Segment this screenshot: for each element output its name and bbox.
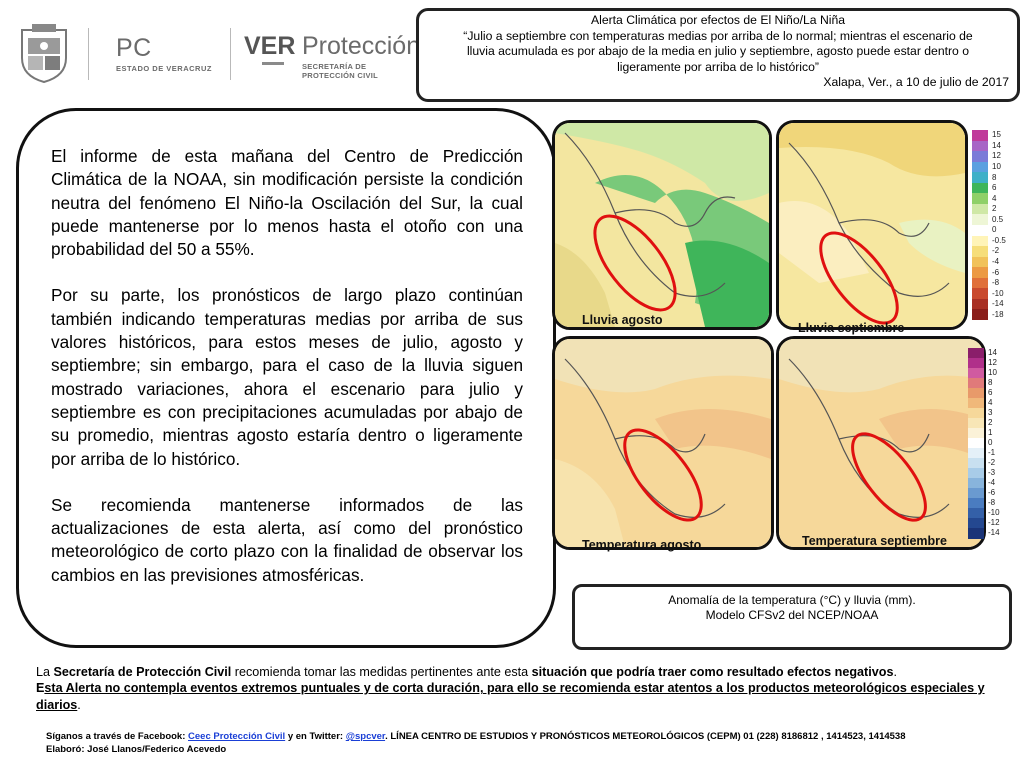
- colorbar-swatch: [968, 438, 984, 449]
- colorbar-tick-label: -4: [992, 256, 1000, 266]
- colorbar-tick-label: -0.5: [992, 235, 1006, 245]
- colorbar-tick-label: 15: [992, 130, 1001, 140]
- colorbar-swatch: [968, 448, 984, 459]
- colorbar-tick-label: 12: [988, 358, 997, 367]
- text-fragment-bold: Secretaría de Protección Civil: [53, 665, 232, 679]
- colorbar-swatch: [968, 418, 984, 429]
- rain-colorbar: [972, 130, 1018, 320]
- colorbar-tick-label: -6: [988, 488, 996, 497]
- colorbar-swatch: [972, 141, 988, 152]
- text-fragment: La: [36, 665, 54, 679]
- colorbar-swatch: [968, 528, 984, 539]
- colorbar-swatch: [972, 172, 988, 183]
- colorbar-swatch: [972, 193, 988, 204]
- logo-divider: [230, 28, 231, 80]
- colorbar-swatch: [972, 278, 988, 289]
- alert-box: [416, 8, 1020, 102]
- text-fragment: recomienda tomar las medidas pertinentes ante esta: [231, 665, 532, 679]
- recommendation-text: [36, 664, 996, 713]
- alert-date: Xalapa, Ver., a 10 de julio de 2017: [823, 75, 1009, 89]
- colorbar-tick-label: 14: [992, 140, 1001, 150]
- colorbar-swatch: [968, 388, 984, 399]
- footer-text: y en Twitter:: [285, 731, 346, 742]
- colorbar-swatch: [972, 214, 988, 225]
- colorbar-tick-label: -12: [988, 518, 1000, 527]
- colorbar-swatch: [972, 225, 988, 236]
- paragraph-forecast: Por su parte, los pronósticos de largo plazo continúan también indicando temperaturas medias por arriba de sus valores históricos, para estos meses de julio, agosto y septiembre; sin embargo, para el caso de la lluvia siguen mostrado variaciones, ahora el escenario para julio y septiembre es con precipitaciones acumuladas por abajo de su promedio, mientras agosto estaría dentro o ligeramente por arriba de lo histórico.: [51, 285, 523, 469]
- label-rain-august: Lluvia agosto: [582, 313, 663, 327]
- colorbar-swatch: [968, 398, 984, 409]
- colorbar-tick-label: 6: [992, 183, 997, 193]
- colorbar-tick-label: -2: [988, 458, 996, 467]
- colorbar-tick-label: -8: [988, 498, 996, 507]
- footer-text: Síganos a través de Facebook:: [46, 731, 189, 742]
- colorbar-tick-label: -10: [988, 508, 1000, 517]
- map-temp-september: [776, 336, 986, 550]
- footer-authors: Elaboró: José Llanos/Federico Acevedo: [46, 744, 227, 755]
- label-temp-august: Temperatura agosto: [582, 538, 702, 552]
- colorbar-swatch: [968, 368, 984, 379]
- paragraph-recommendation: Se recomienda mantenerse informados de las actualizaciones de esta alerta, así como del pronóstico meteorológico de corto plazo con la finalidad de observar los cambios en las previsiones atmosféricas.: [51, 494, 523, 585]
- colorbar-swatch: [972, 162, 988, 173]
- alert-quote-line: lluvia acumulada es por abajo de la media en julio y septiembre, agosto puede estar dentro o: [466, 44, 970, 58]
- pc-logo-title: PC: [116, 34, 152, 62]
- colorbar-tick-label: -8: [992, 278, 1000, 288]
- colorbar-tick-label: 4: [988, 398, 993, 407]
- colorbar-tick-label: -14: [992, 299, 1004, 309]
- colorbar-tick-label: 0: [992, 225, 997, 235]
- colorbar-swatch: [968, 488, 984, 499]
- colorbar-swatch: [968, 408, 984, 419]
- text-fragment-bold: situación que podría traer como resultado efectos negativos: [531, 665, 894, 679]
- colorbar-tick-label: 3: [988, 408, 993, 417]
- header-logos: [18, 18, 421, 90]
- colorbar-tick-label: -1: [988, 448, 996, 457]
- map-rain-september-image: [779, 123, 965, 327]
- map-temp-august: [552, 336, 774, 550]
- colorbar-tick-label: 0.5: [992, 214, 1004, 224]
- text-fragment-underlined: sta Alerta no contempla eventos extremos puntuales y de corta duración, para ello se recomienda estar atentos a los productos meteorológicos especiales y diarios: [36, 681, 985, 712]
- colorbar-swatch: [968, 478, 984, 489]
- twitter-link[interactable]: @spcver: [345, 731, 386, 742]
- ver-logo-subtitle: [302, 62, 378, 80]
- colorbar-tick-label: 6: [988, 388, 993, 397]
- colorbar-tick-label: 0: [988, 438, 993, 447]
- colorbar-tick-label: 1: [988, 428, 993, 437]
- main-text-box: [16, 108, 556, 648]
- colorbar-swatch: [968, 498, 984, 509]
- colorbar-swatch: [968, 358, 984, 369]
- colorbar-swatch: [972, 288, 988, 299]
- text-fragment-bold: E: [36, 681, 45, 696]
- label-temp-september: Temperatura septiembre: [802, 534, 947, 548]
- footer-contact-line: [46, 730, 1006, 743]
- caption-box: [572, 584, 1012, 650]
- colorbar-swatch: [972, 151, 988, 162]
- colorbar-swatch: [968, 518, 984, 529]
- colorbar-swatch: [968, 468, 984, 479]
- colorbar-swatch: [972, 183, 988, 194]
- map-rain-august: [552, 120, 772, 330]
- alert-quote-line: “Julio a septiembre con temperaturas medias por arriba de lo normal; mientras el escenario de: [463, 28, 973, 43]
- colorbar-swatch: [972, 299, 988, 310]
- colorbar-swatch: [972, 257, 988, 268]
- temperature-colorbar: [968, 348, 1014, 538]
- map-temp-august-image: [555, 339, 771, 547]
- paragraph-enso: El informe de esta mañana del Centro de Predicción Climática de la NOAA, sin modificación persiste la condición neutra del fenómeno El Niño-la Oscilación del Sur, la cual puede mantenerse por lo menos hasta el otoño con una probabilidad del 50 a 55%.: [51, 146, 523, 260]
- colorbar-swatch: [968, 428, 984, 439]
- alert-quote-line: ligeramente por arriba de lo histórico”: [617, 59, 819, 74]
- map-rain-september: [776, 120, 968, 330]
- ver-subtitle-line: SECRETARÍA DE: [302, 62, 367, 71]
- facebook-link[interactable]: Ceec Protección Civil: [188, 731, 286, 742]
- colorbar-swatch: [972, 267, 988, 278]
- colorbar-tick-label: 4: [992, 193, 997, 203]
- colorbar-swatch: [968, 348, 984, 359]
- colorbar-swatch: [972, 309, 988, 320]
- colorbar-tick-label: 8: [992, 172, 997, 182]
- map-rain-august-image: [555, 123, 769, 327]
- colorbar-tick-label: -6: [992, 267, 1000, 277]
- footer-text: . LÍNEA CENTRO DE ESTUDIOS Y PRONÓSTICOS METEOROLÓGICOS (CEPM) 01 (228) 8186812 , 1414523, 1414538: [385, 731, 906, 742]
- colorbar-swatch: [968, 508, 984, 519]
- proteccion-logo-word: Protección: [302, 32, 421, 60]
- ver-logo-bar: [262, 62, 284, 65]
- ver-logo-word: VER: [244, 32, 296, 60]
- colorbar-tick-label: 14: [988, 348, 997, 357]
- colorbar-tick-label: 2: [992, 204, 997, 214]
- veracruz-shield-icon: [18, 22, 70, 84]
- caption-line: Anomalía de la temperatura (°C) y lluvia (mm).: [668, 593, 916, 607]
- text-fragment: .: [77, 697, 81, 712]
- colorbar-swatch: [968, 458, 984, 469]
- footer: [46, 730, 1006, 756]
- colorbar-tick-label: -18: [992, 309, 1004, 319]
- ver-subtitle-line: PROTECCIÓN CIVIL: [302, 71, 379, 80]
- colorbar-swatch: [972, 204, 988, 215]
- colorbar-tick-label: 8: [988, 378, 993, 387]
- map-temp-september-image: [779, 339, 983, 547]
- caption-line: Modelo CFSv2 del NCEP/NOAA: [705, 608, 879, 622]
- colorbar-tick-label: -4: [988, 478, 996, 487]
- colorbar-swatch: [972, 236, 988, 247]
- colorbar-swatch: [972, 246, 988, 257]
- colorbar-tick-label: -3: [988, 468, 996, 477]
- colorbar-swatch: [968, 378, 984, 389]
- colorbar-tick-label: 10: [988, 368, 997, 377]
- colorbar-swatch: [972, 130, 988, 141]
- label-rain-september: Lluvia septiembre: [798, 321, 905, 335]
- alert-title: Alerta Climática por efectos de El Niño/La Niña: [590, 13, 846, 27]
- text-fragment: .: [893, 665, 897, 679]
- pc-logo-subtitle: ESTADO DE VERACRUZ: [116, 64, 212, 73]
- colorbar-tick-label: -14: [988, 528, 1000, 537]
- colorbar-tick-label: 10: [992, 161, 1001, 171]
- logo-divider: [88, 28, 89, 80]
- colorbar-tick-label: 12: [992, 151, 1001, 161]
- colorbar-tick-label: -2: [992, 246, 1000, 256]
- colorbar-tick-label: 2: [988, 418, 993, 427]
- colorbar-tick-label: -10: [992, 288, 1004, 298]
